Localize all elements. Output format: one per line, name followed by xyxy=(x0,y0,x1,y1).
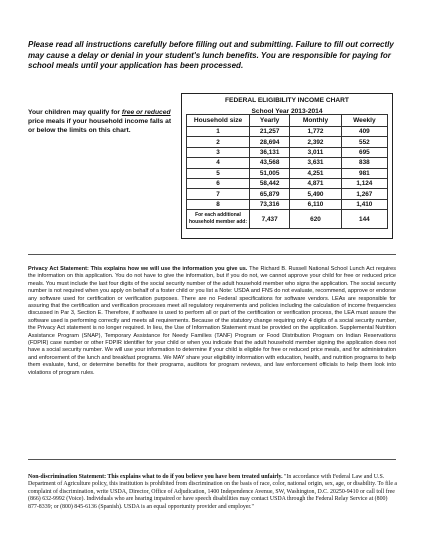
header-weekly: Weekly xyxy=(341,115,387,127)
table-cell: 620 xyxy=(290,210,341,229)
table-cell: 7 xyxy=(187,189,250,199)
table-cell: 73,316 xyxy=(250,199,290,209)
section-divider xyxy=(28,459,396,460)
header-yearly: Yearly xyxy=(250,115,290,127)
table-cell: 838 xyxy=(341,158,387,168)
privacy-act-statement xyxy=(28,266,396,377)
income-chart-subtitle: School Year 2013-2014 xyxy=(251,108,323,115)
table-cell: 981 xyxy=(341,168,387,178)
table-cell: 65,879 xyxy=(250,189,290,199)
table-cell: 409 xyxy=(341,127,387,137)
table-cell: 4,871 xyxy=(290,178,341,188)
table-cell: 1,772 xyxy=(290,127,341,137)
privacy-heading: Privacy Act Statement: This explains how we will use the information you give us. xyxy=(28,266,248,272)
table-cell: 5,490 xyxy=(290,189,341,199)
table-cell: 552 xyxy=(341,137,387,147)
nondiscrimination-body: "In accordance with Federal Law and U.S. Department of Agriculture policy, this institution is prohibited from discrimination on the basis of race, color, national origin, sex, age, or disability. To file a complaint of discrimination, write USDA, Director, Office of Adjudication, 1400 Independence Avenue, SW, Washington, D.C. 20250-9410 or call toll free (866) 632-9992 (Voice). Individuals who are hearing impaired or have speech disabilities may contact USDA through the Federal Relay Service at (800) 877-8339; or (800) 845-6136 (Spanish). USDA is an equal opportunity provider and employer." xyxy=(28,474,398,510)
table-row xyxy=(187,178,388,188)
income-table xyxy=(186,114,388,229)
table-cell: 3 xyxy=(187,147,250,157)
table-cell: 21,257 xyxy=(250,127,290,137)
table-cell: 43,568 xyxy=(250,158,290,168)
table-cell: 36,131 xyxy=(250,147,290,157)
table-cell: 58,442 xyxy=(250,178,290,188)
table-row xyxy=(187,168,388,178)
additional-member-row xyxy=(187,210,388,229)
table-row xyxy=(187,158,388,168)
table-row xyxy=(187,127,388,137)
table-cell: 695 xyxy=(341,147,387,157)
table-cell: 6 xyxy=(187,178,250,188)
qualify-emphasis: free or reduced xyxy=(121,109,171,116)
header-monthly: Monthly xyxy=(290,115,341,127)
table-cell: 8 xyxy=(187,199,250,209)
table-cell: 2,392 xyxy=(290,137,341,147)
table-row xyxy=(187,189,388,199)
header-household-size: Household size xyxy=(187,115,250,127)
table-row xyxy=(187,199,388,209)
nondiscrimination-heading: Non-discrimination Statement: This explains what to do if you believe you have been treated unfairly. xyxy=(28,474,283,480)
additional-member-label: For each additional household member add: xyxy=(187,210,250,229)
non-discrimination-statement xyxy=(28,474,398,511)
table-cell: 7,437 xyxy=(250,210,290,229)
qualify-post: price meals if your household income falls at or below the limits on this chart. xyxy=(28,118,172,134)
section-divider xyxy=(28,254,396,255)
privacy-body: The Richard B. Russell National School Lunch Act requires the information on this application. You do not have to give the information, but if you do not, we cannot approve your child for free or reduced price meals. You must include the last four digits of the social security number of the adult household member who signs the application. The social security number is not required when you apply on behalf of a foster child or you list a Note: USDA and FNS do not evaluate, recommend, approve or endorse any software used for certification or verification purposes. There are no Federal specifications for software vendors. LEAs are responsible for assuring that the certification and verification processes meet all regulatory requirements and policies including the calculation of income frequencies discussed in Par 3, Section E. Therefore, if software is used to perform all or part of the certification or verification process, the LEA must assure the software used is performing correctly and meets all requirements. Because of the statutory change requiring only 4 digits of a social security number, the Privacy Act statement is no longer required. In lieu, the Use of Information Statement must be provided on the application. Supplemental Nutrition Assistance Program (SNAP), Temporary Assistance for Needy Families (TANF) Program or Food Distribution Program on Indian Reservations (FDPIR) case number or other FDPIR identifier for your child or when you indicate that the adult household member signing the application does not have a social security number. We will use your information to determine if your child is eligible for free or reduced price meals, and for administration and enforcement of the lunch and breakfast programs. We MAY share your eligibility information with education, health, and nutrition programs to help them evaluate, fund, or determine benefits for their programs, auditors for program reviews, and law enforcement officials to help them look into violations of program rules. xyxy=(28,266,396,376)
table-cell: 51,005 xyxy=(250,168,290,178)
table-cell: 1,124 xyxy=(341,178,387,188)
table-cell: 2 xyxy=(187,137,250,147)
table-cell: 1,410 xyxy=(341,199,387,209)
table-cell: 3,011 xyxy=(290,147,341,157)
table-cell: 28,694 xyxy=(250,137,290,147)
table-cell: 4 xyxy=(187,158,250,168)
table-cell: 6,110 xyxy=(290,199,341,209)
table-cell: 3,631 xyxy=(290,158,341,168)
table-cell: 144 xyxy=(341,210,387,229)
income-chart-title: FEDERAL ELIGIBILITY INCOME CHART xyxy=(225,97,349,104)
qualify-pre: Your children may qualify for xyxy=(28,109,122,116)
income-chart xyxy=(181,93,393,239)
income-table-header xyxy=(187,115,388,127)
table-cell: 4,251 xyxy=(290,168,341,178)
table-row xyxy=(187,147,388,157)
qualify-text xyxy=(28,108,174,135)
table-cell: 5 xyxy=(187,168,250,178)
table-row xyxy=(187,137,388,147)
instructions-text: Please read all instructions carefully before filling out and submitting. Failure to fill out correctly may cause a delay or denial in your student's lunch benefits. You are responsible for paying for school meals until your application has been processed. xyxy=(28,40,394,70)
table-cell: 1,267 xyxy=(341,189,387,199)
table-cell: 1 xyxy=(187,127,250,137)
